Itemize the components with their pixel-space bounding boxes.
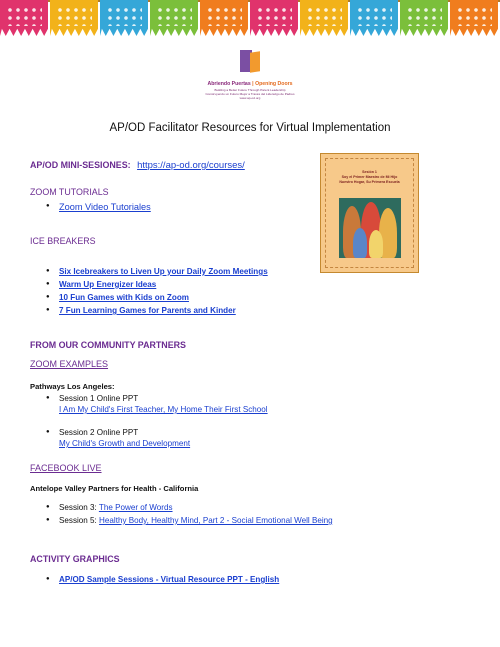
org-logo <box>0 50 500 100</box>
banner-flag <box>200 0 248 36</box>
session-cover-image <box>320 153 419 273</box>
courses-link[interactable]: https://ap-od.org/courses/ <box>137 160 245 171</box>
family-photo <box>339 198 401 258</box>
zoom-video-tutoriales-link[interactable]: Zoom Video Tutoriales <box>59 202 151 212</box>
list-item <box>46 293 189 302</box>
list-item <box>46 516 333 525</box>
banner-flag <box>300 0 348 36</box>
banner-flag <box>450 0 498 36</box>
icebreaker-link-1[interactable]: Six Icebreakers to Liven Up your Daily Zoom Meetings <box>59 267 268 276</box>
icebreaker-link-3[interactable]: 10 Fun Games with Kids on Zoom <box>59 293 189 302</box>
bullet-icon: ● <box>46 307 50 313</box>
bullet-icon: ● <box>46 576 50 582</box>
facebook-live-heading: FACEBOOK LIVE <box>30 463 102 473</box>
door-logo-icon <box>236 50 264 74</box>
banner-flag <box>250 0 298 36</box>
banner-flag <box>50 0 98 36</box>
bullet-icon: ● <box>46 268 50 274</box>
session-5-link[interactable]: Healthy Body, Healthy Mind, Part 2 - Social Emotional Well Being <box>99 516 333 525</box>
org-name: Abriendo Puertas | Opening Doors <box>207 81 293 87</box>
papel-picado-banner <box>0 0 500 40</box>
cover-caption: Sesión 1 Soy el Primer Maestro de Mi Hijo Nuestro Hogar, Su Primera Escuela <box>339 170 400 184</box>
bullet-icon: ● <box>46 395 50 401</box>
zoom-tutorials-heading: ZOOM TUTORIALS <box>30 187 109 197</box>
banner-flag <box>0 0 48 36</box>
antelope-valley-subheading: Antelope Valley Partners for Health - California <box>30 484 199 493</box>
session-2-link[interactable]: My Child's Growth and Development <box>59 439 191 448</box>
activity-graphics-heading: ACTIVITY GRAPHICS <box>30 554 120 564</box>
org-tagline-1: Building a Better Future Through Parent Leadership <box>214 88 286 92</box>
list-item <box>46 428 138 437</box>
session-1-link[interactable]: I Am My Child's First Teacher, My Home Their First School <box>59 405 268 414</box>
org-tagline-2: Construyendo un Futuro Mejor a Través del Liderazgo de Padres <box>205 92 295 96</box>
bullet-icon: ● <box>46 294 50 300</box>
bullet-icon: ● <box>46 504 50 510</box>
icebreaker-link-4[interactable]: 7 Fun Learning Games for Parents and Kinder <box>59 306 236 315</box>
session-2-label: Session 2 Online PPT <box>59 428 139 437</box>
zoom-examples-heading: ZOOM EXAMPLES <box>30 359 109 369</box>
page-title: AP/OD Facilitator Resources for Virtual Implementation <box>109 122 391 134</box>
bullet-icon: ● <box>46 429 50 435</box>
list-item <box>46 503 173 512</box>
community-partners-heading: FROM OUR COMMUNITY PARTNERS <box>30 340 186 350</box>
session-1-label: Session 1 Online PPT <box>59 394 139 403</box>
list-item <box>46 202 151 212</box>
list-item <box>46 267 268 276</box>
mini-sesiones-heading: AP/OD MINI-SESIONES: https://ap-od.org/courses/ <box>30 160 245 171</box>
icebreaker-link-2[interactable]: Warm Up Energizer Ideas <box>59 280 157 289</box>
sample-sessions-ppt-link[interactable]: AP/OD Sample Sessions - Virtual Resource PPT - English <box>59 575 280 584</box>
pathways-subheading: Pathways Los Angeles: <box>30 382 115 391</box>
bullet-icon: ● <box>46 203 50 209</box>
ice-breakers-heading: ICE BREAKERS <box>30 236 96 246</box>
session-3-label: Session 3: <box>59 503 97 512</box>
banner-flag <box>400 0 448 36</box>
banner-flag <box>100 0 148 36</box>
list-item <box>46 280 156 289</box>
list-item <box>46 394 138 403</box>
bullet-icon: ● <box>46 281 50 287</box>
session-3-link[interactable]: The Power of Words <box>98 503 173 512</box>
banner-flag <box>350 0 398 36</box>
bullet-icon: ● <box>46 517 50 523</box>
session-5-label: Session 5: <box>59 516 97 525</box>
list-item <box>46 306 236 315</box>
org-website: www.ap-od.org <box>239 96 261 100</box>
banner-flag <box>150 0 198 36</box>
list-item <box>46 575 279 584</box>
